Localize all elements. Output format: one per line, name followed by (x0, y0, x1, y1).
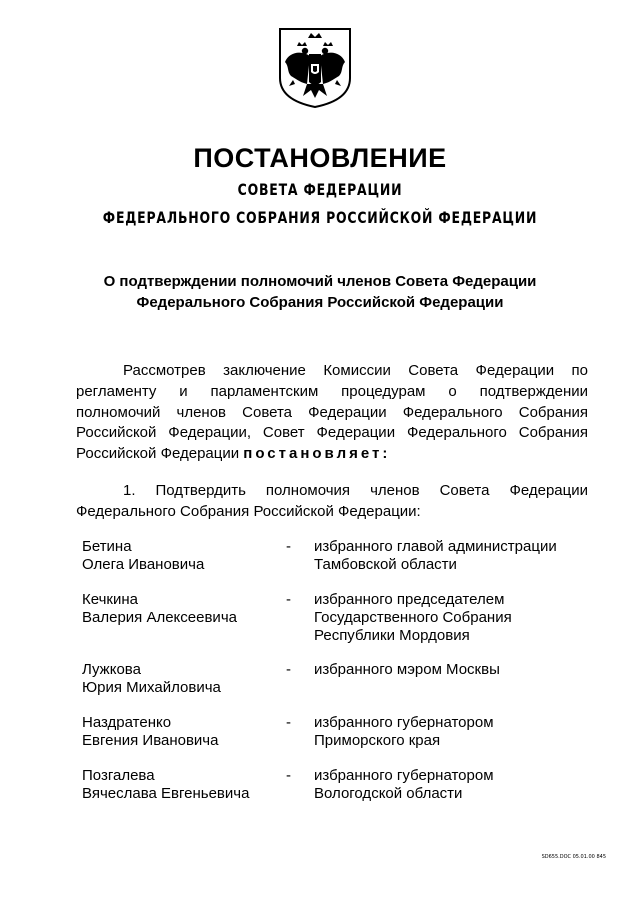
point-1-line1: 1. Подтвердить полномочия членов Совета Федерации (123, 482, 588, 499)
document-subtitle-line1: СОВЕТА ФЕДЕРАЦИИ (237, 180, 403, 199)
document-subtitle-line2: ФЕДЕРАЛЬНОГО СОБРАНИЯ РОССИЙСКОЙ ФЕДЕРАЦИИ (102, 208, 538, 227)
member-role-line2: Вологодской области (314, 785, 463, 802)
member-role-line2: Тамбовской области (314, 556, 457, 573)
member-name (82, 767, 282, 803)
member-given-name: Олега Ивановича (82, 556, 205, 573)
member-dash: - (286, 767, 291, 784)
member-given-name: Евгения Ивановича (82, 732, 219, 749)
member-role (314, 767, 604, 803)
member-role-line1: избранного главой администрации (314, 538, 557, 555)
member-dash: - (286, 661, 291, 678)
intro-line1: Рассмотрев заключение Комиссии Совета Федерации по (123, 362, 588, 379)
subject-line2: Федерального Собрания Российской Федерации (136, 294, 504, 311)
member-role (314, 714, 604, 750)
member-name (82, 714, 282, 750)
intro-line5 (76, 444, 588, 465)
member-name (82, 538, 282, 574)
member-role (314, 661, 604, 679)
intro-line2: регламенту и парламентским процедурам о подтверждении (76, 382, 588, 400)
member-surname: Позгалева (82, 767, 155, 784)
member-role-line1: избранного губернатором (314, 767, 494, 784)
intro-line4: Российской Федерации, Совет Федерации Федерального Собрания (76, 424, 588, 442)
member-dash: - (286, 538, 291, 555)
member-entry (82, 538, 602, 573)
document-title: ПОСТАНОВЛЕНИЕ (193, 143, 447, 173)
document-code-footer: SD655.DOC 05.01.00 845 (541, 854, 606, 860)
member-surname: Лужкова (82, 661, 141, 678)
member-surname: Наздратенко (82, 714, 172, 731)
member-role-line1: избранного губернатором (314, 714, 494, 731)
member-given-name: Вячеслава Евгеньевича (82, 785, 250, 802)
member-surname: Кечкина (82, 591, 138, 608)
member-entry (82, 661, 602, 696)
member-name (82, 591, 282, 627)
member-dash: - (286, 714, 291, 731)
member-role-line2: Государственного Собрания (314, 609, 512, 626)
member-role-line3: Республики Мордовия (314, 627, 470, 644)
coat-of-arms-emblem-icon (277, 26, 353, 110)
member-role-line2: Приморского края (314, 732, 441, 749)
member-role-line1: избранного председателем (314, 591, 505, 608)
member-entry (82, 714, 602, 749)
member-role (314, 538, 604, 574)
document-subject (0, 271, 640, 313)
member-entry (82, 591, 602, 644)
point-1-line2: Федерального Собрания Российской Федерации: (76, 502, 421, 520)
member-surname: Бетина (82, 538, 132, 555)
member-entry (82, 767, 602, 802)
member-given-name: Юрия Михайловича (82, 679, 221, 696)
member-given-name: Валерия Алексеевича (82, 609, 237, 626)
member-role-line1: избранного мэром Москвы (314, 661, 500, 678)
point-1-paragraph (76, 481, 588, 523)
member-dash: - (286, 591, 291, 608)
member-name (82, 661, 282, 697)
member-role (314, 591, 604, 645)
intro-line3: полномочий членов Совета Федерации Федерального Собрания (76, 403, 588, 421)
resolves-word: постановляет: (243, 445, 391, 463)
intro-paragraph (76, 361, 588, 465)
intro-line5-text: Российской Федерации (76, 445, 244, 463)
subject-line1: О подтверждении полномочий членов Совета Федерации (103, 273, 537, 290)
